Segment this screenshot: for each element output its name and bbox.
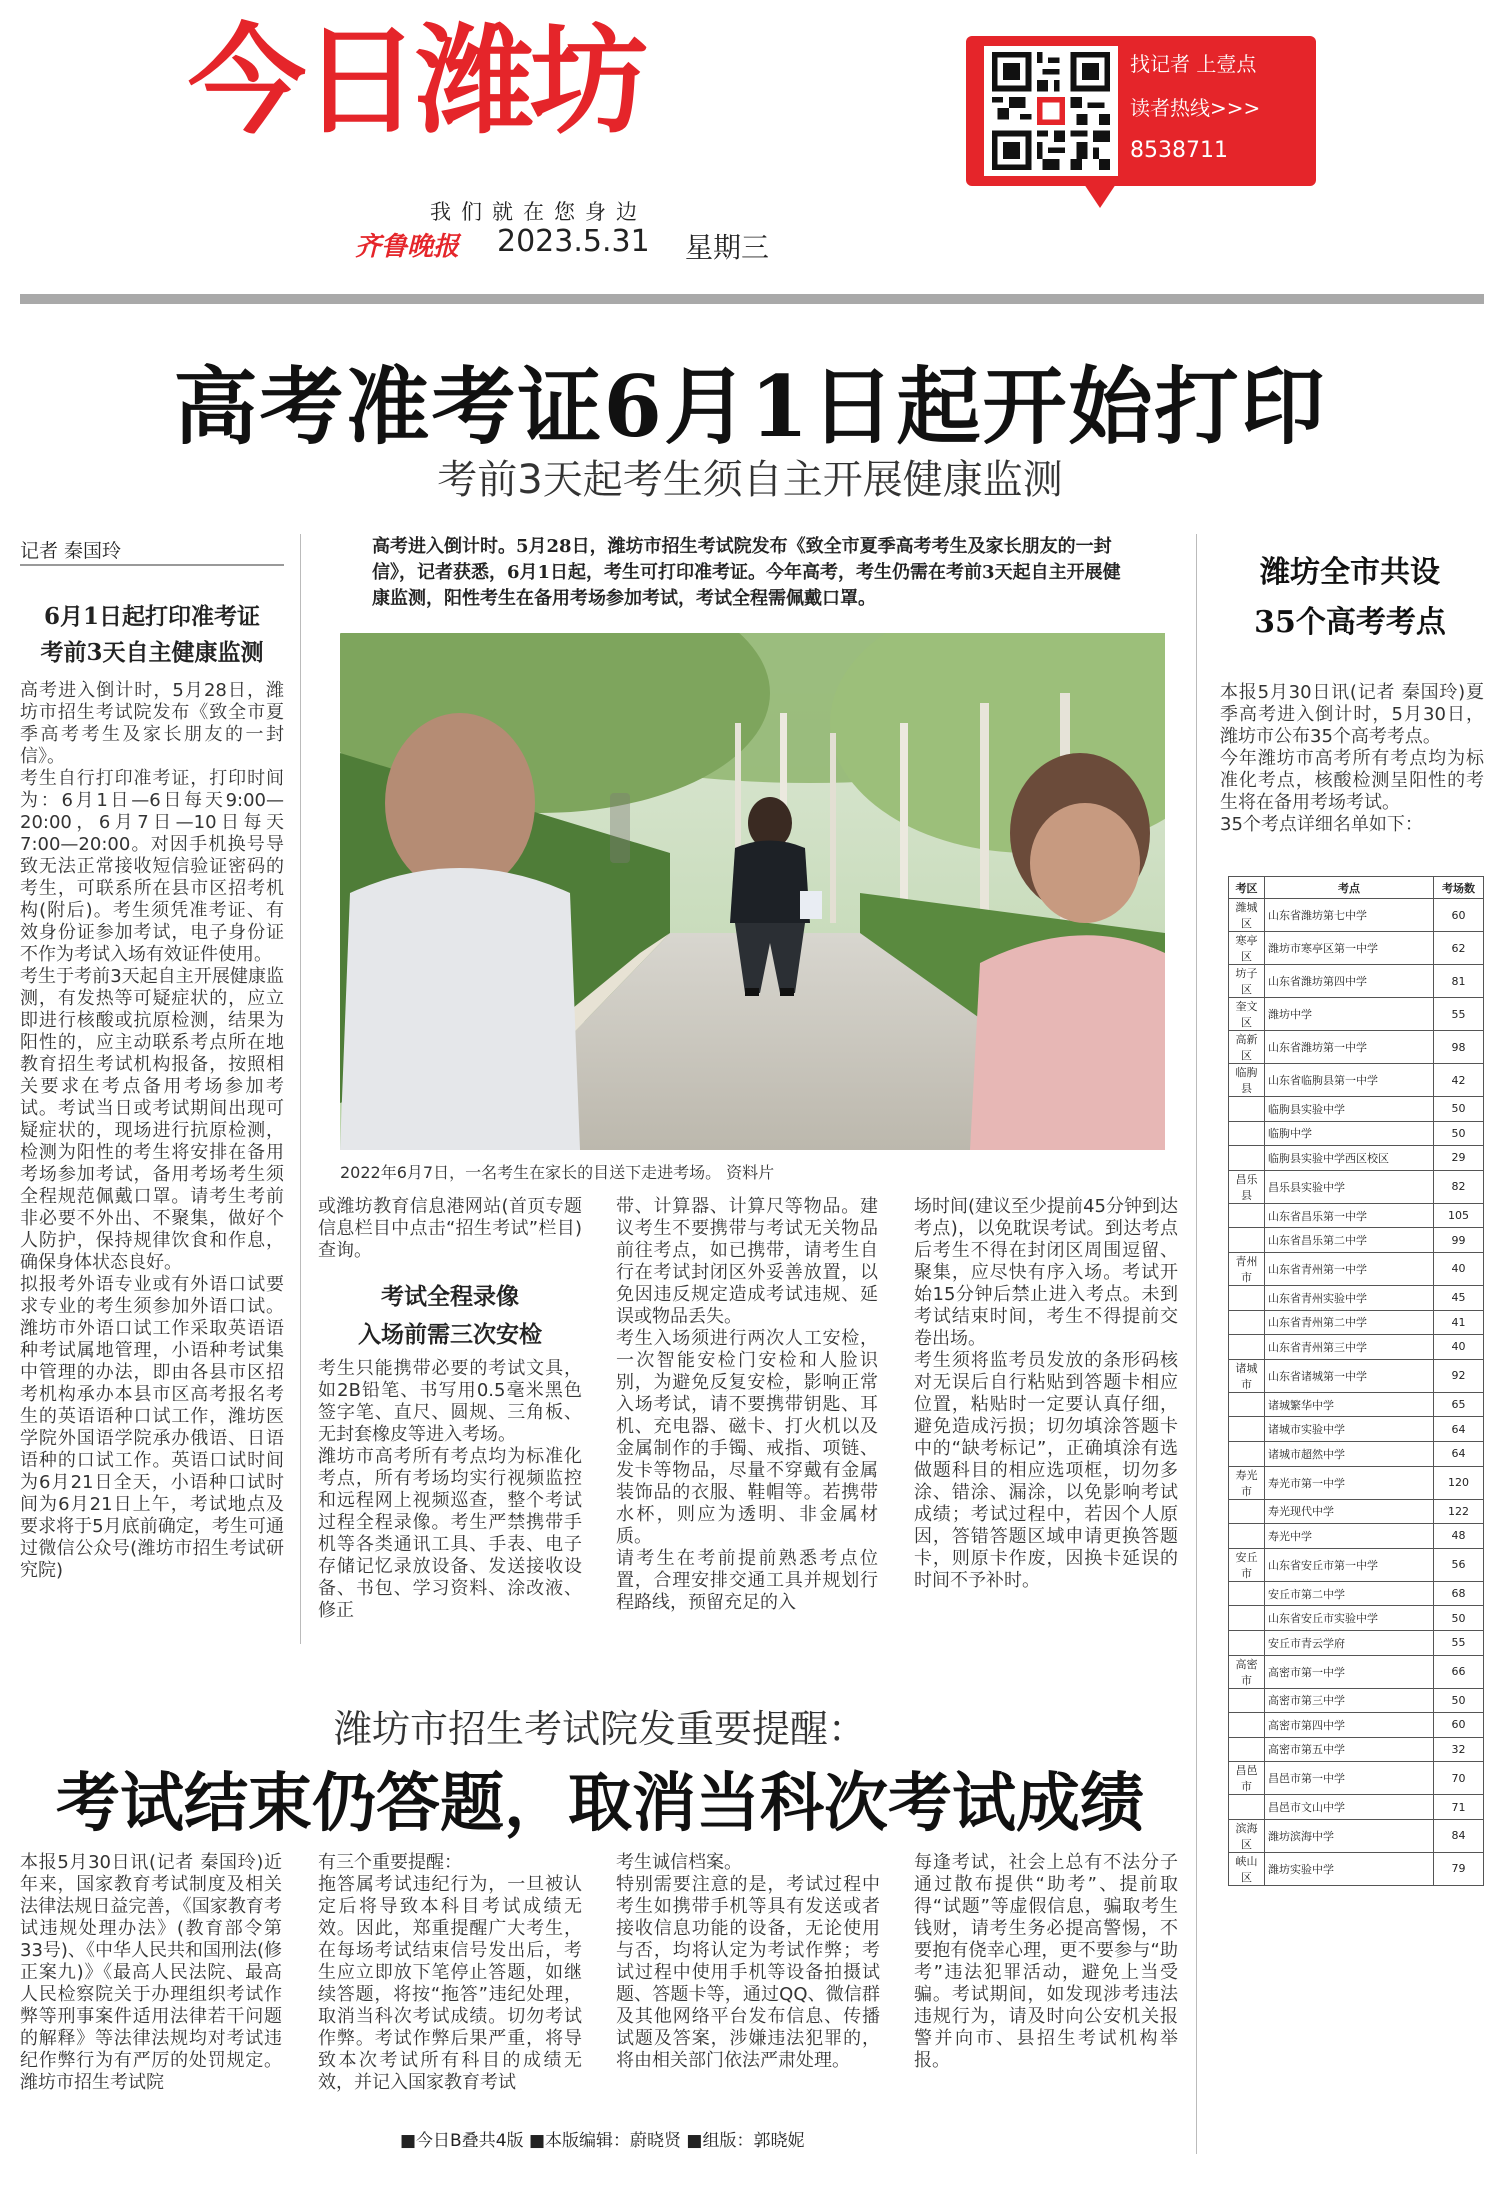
venue-cell-rooms: 79 [1434,1852,1484,1885]
venue-cell-rooms: 50 [1434,1688,1484,1713]
venue-cell-rooms: 29 [1434,1146,1484,1171]
venue-cell-venue: 安丘市第二中学 [1265,1581,1434,1606]
masthead-title: 今日潍坊 [188,12,645,150]
table-row [1229,932,1484,965]
venue-cell-district [1229,1285,1265,1310]
venue-cell-district: 坊子区 [1229,965,1265,998]
header-venue: 考点 [1265,877,1434,899]
venue-cell-district [1229,1688,1265,1713]
venue-cell-rooms: 40 [1434,1335,1484,1360]
promo-box-tail [1080,178,1120,208]
venue-cell-rooms: 50 [1434,1097,1484,1122]
sidebar-title-line1: 潍坊全市共设 [1260,555,1440,590]
venue-cell-rooms: 120 [1434,1466,1484,1499]
table-row [1229,1392,1484,1417]
venue-cell-district: 青州市 [1229,1252,1265,1285]
venue-cell-district [1229,1713,1265,1738]
venue-cell-venue: 山东省安丘市实验中学 [1265,1606,1434,1631]
venue-cell-district [1229,1581,1265,1606]
venue-cell-rooms: 50 [1434,1121,1484,1146]
issue-weekday: 星期三 [685,231,770,264]
table-row [1229,1688,1484,1713]
venue-cell-venue: 高密市第一中学 [1265,1655,1434,1688]
sidebar-divider [1196,534,1197,2154]
venue-cell-venue: 高密市第三中学 [1265,1688,1434,1713]
venue-cell-rooms: 60 [1434,1713,1484,1738]
promo-find-reporter: 找记者 上壹点 [1130,52,1257,76]
header-rooms: 考场数 [1434,877,1484,899]
table-row [1229,1359,1484,1392]
venue-cell-venue: 诸城市实验中学 [1265,1417,1434,1442]
venue-cell-rooms: 48 [1434,1524,1484,1549]
table-row [1229,1146,1484,1171]
table-row [1229,1762,1484,1795]
venue-cell-venue: 昌邑市第一中学 [1265,1762,1434,1795]
table-row [1229,1310,1484,1335]
venue-cell-district [1229,1524,1265,1549]
venue-cell-rooms: 99 [1434,1228,1484,1253]
venue-cell-rooms: 68 [1434,1581,1484,1606]
venue-cell-district [1229,1795,1265,1820]
venue-cell-venue: 昌邑市文山中学 [1265,1795,1434,1820]
venue-cell-rooms: 42 [1434,1064,1484,1097]
masthead-slogan: 我们就在您身边 [430,200,647,224]
venue-cell-rooms: 45 [1434,1285,1484,1310]
venue-cell-district [1229,1335,1265,1360]
venue-cell-district: 高新区 [1229,1031,1265,1064]
venue-table [1228,876,1484,1886]
venue-cell-district [1229,1097,1265,1122]
venue-cell-district: 昌乐县 [1229,1170,1265,1203]
venue-cell-district: 临朐县 [1229,1064,1265,1097]
venue-cell-rooms: 41 [1434,1310,1484,1335]
issue-date: 2023.5.31 [497,224,650,259]
photo-caption: 2022年6月7日，一名考生在家长的目送下走进考场。 资料片 [340,1163,775,1182]
venue-cell-venue: 潍坊滨海中学 [1265,1819,1434,1852]
col1-kicker-1: 6月1日起打印准考证 [43,603,260,630]
venue-cell-district [1229,1737,1265,1762]
venue-cell-venue: 诸城市超然中学 [1265,1441,1434,1466]
venue-cell-rooms: 84 [1434,1819,1484,1852]
table-row [1229,1655,1484,1688]
venue-cell-district: 潍城区 [1229,899,1265,932]
second-headline: 考试结束仍答题，取消当科次考试成绩 [56,1766,1144,1841]
second-col4-text: 每逢考试，社会上总有不法分子通过散布提供“助考”、提前取得“试题”等虚假信息，骗取考生钱财，请考生务必提高警惕，不要抱有侥幸心理，更不要参与“助考”违法犯罪活动，避免上当受骗。考试期间，如发现涉考违法违规行为，请及时向公安机关报警并向市、县招生考试机构举报。 [914,1852,1178,2071]
venue-cell-rooms: 66 [1434,1655,1484,1688]
venue-cell-rooms: 40 [1434,1252,1484,1285]
second-col3-text: 考生诚信档案。 特别需要注意的是，考试过程中考生如携带手机等具有发送或者接收信息功能的设备，无论使用与否，均将认定为考试作弊；考试过程中使用手机等设备拍摄试题、答题卡等，通过QQ、微信群及其他网络平台发布信息、传播试题及答案，涉嫌违法犯罪的，将由相关部门依法严肃处理。 [616,1852,880,2071]
venue-cell-district: 昌邑市 [1229,1762,1265,1795]
venue-cell-venue: 山东省昌乐第二中学 [1265,1228,1434,1253]
header-district: 考区 [1229,877,1265,899]
table-row [1229,1335,1484,1360]
lead-col2-text: 考生只能携带必要的考试文具，如2B铅笔、书写用0.5毫米黑色签字笔、直尺、圆规、三角板、无封套橡皮等进入考场。 潍坊市高考所有考点均为标准化考点，所有考场均实行视频监控和远程网上视频巡查，整个考试过程全程录像。考生严禁携带手机等各类通讯工具、手表、电子存储记忆录放设备、发送接收设备、书包、学习资料、涂改液、修正 [318,1358,582,1621]
venue-cell-venue: 山东省昌乐第一中学 [1265,1203,1434,1228]
venue-cell-venue: 临朐中学 [1265,1121,1434,1146]
venue-cell-rooms: 55 [1434,1630,1484,1655]
venue-cell-venue: 临朐县实验中学 [1265,1097,1434,1122]
column-divider [300,534,301,1644]
table-row [1229,1819,1484,1852]
lead-col2-text-top: 或潍坊教育信息港网站(首页专题信息栏目中点击“招生考试”栏目)查询。 [318,1196,582,1261]
venue-cell-rooms: 64 [1434,1441,1484,1466]
lead-subhead: 考前3天起考生须自主开展健康监测 [437,457,1063,503]
venue-cell-venue: 山东省潍坊第七中学 [1265,899,1434,932]
table-row [1229,1630,1484,1655]
venue-cell-rooms: 64 [1434,1417,1484,1442]
venue-table-header [1229,877,1484,899]
venue-cell-rooms: 70 [1434,1762,1484,1795]
lead-byline: 记者 秦国玲 [20,540,122,562]
table-row [1229,1581,1484,1606]
lead-photo [340,633,1165,1150]
venue-cell-venue: 高密市第五中学 [1265,1737,1434,1762]
venue-cell-district [1229,1203,1265,1228]
venue-cell-rooms: 81 [1434,965,1484,998]
venue-cell-district [1229,1630,1265,1655]
table-row [1229,1548,1484,1581]
sidebar-text: 本报5月30日讯(记者 秦国玲)夏季高考进入倒计时，5月30日，潍坊市公布35个高考考点。 今年潍坊市高考所有考点均为标准化考点，核酸检测呈阳性的考生将在备用考场考试。 35个考点详细名单如下： [1220,682,1484,835]
venue-cell-rooms: 55 [1434,998,1484,1031]
second-col2-text: 有三个重要提醒： 拖答属考试违纪行为，一旦被认定后将导致本科目考试成绩无效。因此，郑重提醒广大考生，在每场考试结束信号发出后，考生应立即放下笔停止答题，如继续答题，将按“拖答”违纪处理，取消当科次考试成绩。切勿考试作弊。考试作弊后果严重，将导致本次考试所有科目的成绩无效，并记入国家教育考试 [318,1852,582,2093]
venue-cell-venue: 诸城繁华中学 [1265,1392,1434,1417]
venue-cell-rooms: 122 [1434,1499,1484,1524]
venue-cell-rooms: 98 [1434,1031,1484,1064]
promo-hotline-number: 8538711 [1130,138,1228,163]
table-row [1229,1121,1484,1146]
table-row [1229,1795,1484,1820]
col2-kicker-1: 考试全程录像 [381,1283,519,1310]
venue-cell-venue: 潍坊实验中学 [1265,1852,1434,1885]
venue-cell-venue: 昌乐县实验中学 [1265,1170,1434,1203]
table-row [1229,1285,1484,1310]
venue-cell-venue: 寿光中学 [1265,1524,1434,1549]
second-col1-text: 本报5月30日讯(记者 秦国玲)近年来，国家教育考试制度及相关法律法规日益完善，《国家教育考试违规处理办法》(教育部令第33号)、《中华人民共和国刑法(修正案九)》《最高人民法院、最高人民检察院关于办理组织考试作弊等刑事案件适用法律若干问题的解释》等法律法规均对考试违纪作弊行为有严厉的处罚规定。潍坊市招生考试院 [20,1852,282,2093]
table-row [1229,1441,1484,1466]
table-row [1229,1499,1484,1524]
table-row [1229,1737,1484,1762]
sidebar-title-line2: 35个高考考点 [1254,605,1446,640]
venue-cell-district [1229,1228,1265,1253]
venue-cell-venue: 安丘市青云学府 [1265,1630,1434,1655]
lead-col3-text: 带、计算器、计算尺等物品。建议考生不要携带与考试无关物品前往考点，如已携带，请考生自行在考试封闭区外妥善放置，以免因违反规定造成考试违规、延误或物品丢失。 考生入场须进行两次人工安检，一次智能安检门安检和人脸识别，为避免反复安检，影响正常入场考试，请不要携带钥匙、耳机、充电器、磁卡、打火机以及金属制作的手镯、戒指、项链、发卡等物品，尽量不穿戴有金属装饰品的衣服、鞋帽等。若携带水杯，则应为透明、非金属材质。 请考生在考前提前熟悉考点位置，合理安排交通工具并规划行程路线，预留充足的入 [616,1196,878,1613]
venue-cell-venue: 山东省青州第一中学 [1265,1252,1434,1285]
venue-cell-rooms: 65 [1434,1392,1484,1417]
venue-cell-district: 安丘市 [1229,1548,1265,1581]
venue-cell-district [1229,1499,1265,1524]
venue-cell-venue: 山东省潍坊第四中学 [1265,965,1434,998]
venue-cell-rooms: 71 [1434,1795,1484,1820]
lead-intro: 高考进入倒计时。5月28日，潍坊市招生考试院发布《致全市夏季高考考生及家长朋友的一封信》，记者获悉，6月1日起，考生可打印准考证。今年高考，考生仍需在考前3天起自主开展健康监测，阳性考生在备用考场参加考试，考试全程需佩戴口罩。 [372,536,1121,609]
venue-cell-district: 寒亭区 [1229,932,1265,965]
lead-headline: 高考准考证6月1日起开始打印 [173,357,1327,456]
table-row [1229,1466,1484,1499]
venue-cell-venue: 潍坊中学 [1265,998,1434,1031]
venue-cell-venue: 寿光市第一中学 [1265,1466,1434,1499]
table-row [1229,1170,1484,1203]
lead-col1-text: 高考进入倒计时，5月28日，潍坊市招生考试院发布《致全市夏季高考考生及家长朋友的一封信》。 考生自行打印准考证，打印时间为：6月1日—6日每天9:00—20:00，6月7日—10日每天7:00—20:00。对因手机换号导致无法正常接收短信验证密码的考生，可联系所在县市区招考机构(附后)。考生须凭准考证、有效身份证参加考试，电子身份证不作为考试入场有效证件使用。 考生于考前3天起自主开展健康监测，有发热等可疑症状的，应立即进行核酸或抗原检测，结果为阳性的，应主动联系考点所在地教育招生考试机构报备，按照相关要求在考点备用考场参加考试。考试当日或考试期间出现可疑症状的，现场进行抗原检测，检测为阳性的考生将安排在备用考场参加考试，备用考场考生须全程规范佩戴口罩。请考生考前非必要不外出、不聚集，做好个人防护，保持规律饮食和作息，确保身体状态良好。 拟报考外语专业或有外语口试要求专业的考生须参加外语口试。潍坊市外语口试工作采取英语语种考试属地管理，小语种考试集中管理的办法，即由各县市区招考机构承办本县市区高考报名考生的英语语种口试工作，潍坊医学院外国语学院承办俄语、日语语种的口试工作。英语口试时间为6月21日全天，小语种口试时间为6月21日上午，考试地点及要求将于5月底前确定，考生可通过微信公众号(潍坊市招生考试研究院) [20,680,284,1581]
qr-code-icon[interactable] [984,46,1118,176]
page-footer: ■今日B叠共4版 ■本版编辑：蔚晓贤 ■组版：郭晓妮 [400,2131,805,2151]
promo-hotline-label: 读者热线>>> [1130,96,1261,120]
second-kicker: 潍坊市招生考试院发重要提醒： [333,1707,866,1751]
venue-cell-district [1229,1392,1265,1417]
table-row [1229,1524,1484,1549]
table-row [1229,1203,1484,1228]
table-row [1229,998,1484,1031]
venue-cell-venue: 临朐县实验中学西区校区 [1265,1146,1434,1171]
venue-cell-rooms: 60 [1434,899,1484,932]
table-row [1229,1031,1484,1064]
venue-cell-rooms: 92 [1434,1359,1484,1392]
venue-cell-venue: 山东省青州第二中学 [1265,1310,1434,1335]
table-row [1229,899,1484,932]
venue-cell-rooms: 82 [1434,1170,1484,1203]
venue-cell-district: 滨海区 [1229,1819,1265,1852]
venue-cell-rooms: 105 [1434,1203,1484,1228]
table-row [1229,1713,1484,1738]
venue-cell-rooms: 62 [1434,932,1484,965]
venue-cell-district: 峡山区 [1229,1852,1265,1885]
venue-cell-rooms: 56 [1434,1548,1484,1581]
col1-kicker-2: 考前3天自主健康监测 [40,639,264,666]
venue-cell-district [1229,1310,1265,1335]
venue-cell-venue: 山东省青州第三中学 [1265,1335,1434,1360]
venue-cell-district [1229,1146,1265,1171]
table-row [1229,1097,1484,1122]
venue-cell-venue: 寿光现代中学 [1265,1499,1434,1524]
venue-cell-venue: 山东省安丘市第一中学 [1265,1548,1434,1581]
venue-cell-district: 奎文区 [1229,998,1265,1031]
lead-col4-text: 场时间(建议至少提前45分钟到达考点)，以免耽误考试。到达考点后考生不得在封闭区周围逗留、聚集，应尽快有序入场。考试开始15分钟后禁止进入考点。未到考试结束时间，考生不得提前交卷出场。 考生须将监考员发放的条形码核对无误后自行粘贴到答题卡相应位置，粘贴时一定要认真仔细，避免造成污损；切勿填涂答题卡中的“缺考标记”，正确填涂有选做题科目的相应选项框，切勿多涂、错涂、漏涂，以免影响考试成绩；考试过程中，若因个人原因，答错答题区域申请更换答题卡，则原卡作废，因换卡延误的时间不予补时。 [914,1196,1178,1591]
venue-cell-venue: 山东省潍坊第一中学 [1265,1031,1434,1064]
col2-kicker-2: 入场前需三次安检 [358,1321,542,1348]
venue-cell-venue: 山东省青州实验中学 [1265,1285,1434,1310]
venue-cell-district [1229,1606,1265,1631]
venue-cell-venue: 潍坊市寒亭区第一中学 [1265,932,1434,965]
venue-cell-district: 寿光市 [1229,1466,1265,1499]
venue-cell-district: 诸城市 [1229,1359,1265,1392]
venue-cell-district: 高密市 [1229,1655,1265,1688]
table-row [1229,1252,1484,1285]
paper-name-logo: 齐鲁晚报 [355,232,460,262]
table-row [1229,1228,1484,1253]
byline-rule [20,564,284,566]
venue-cell-venue: 山东省临朐县第一中学 [1265,1064,1434,1097]
venue-cell-rooms: 50 [1434,1606,1484,1631]
venue-cell-rooms: 32 [1434,1737,1484,1762]
venue-cell-district [1229,1417,1265,1442]
venue-cell-venue: 山东省诸城第一中学 [1265,1359,1434,1392]
table-row [1229,1852,1484,1885]
table-row [1229,965,1484,998]
table-row [1229,1606,1484,1631]
venue-cell-district [1229,1441,1265,1466]
venue-cell-district [1229,1121,1265,1146]
table-row [1229,1417,1484,1442]
table-row [1229,1064,1484,1097]
masthead-rule [20,294,1484,304]
venue-cell-venue: 高密市第四中学 [1265,1713,1434,1738]
sidebar-title [1210,548,1490,648]
